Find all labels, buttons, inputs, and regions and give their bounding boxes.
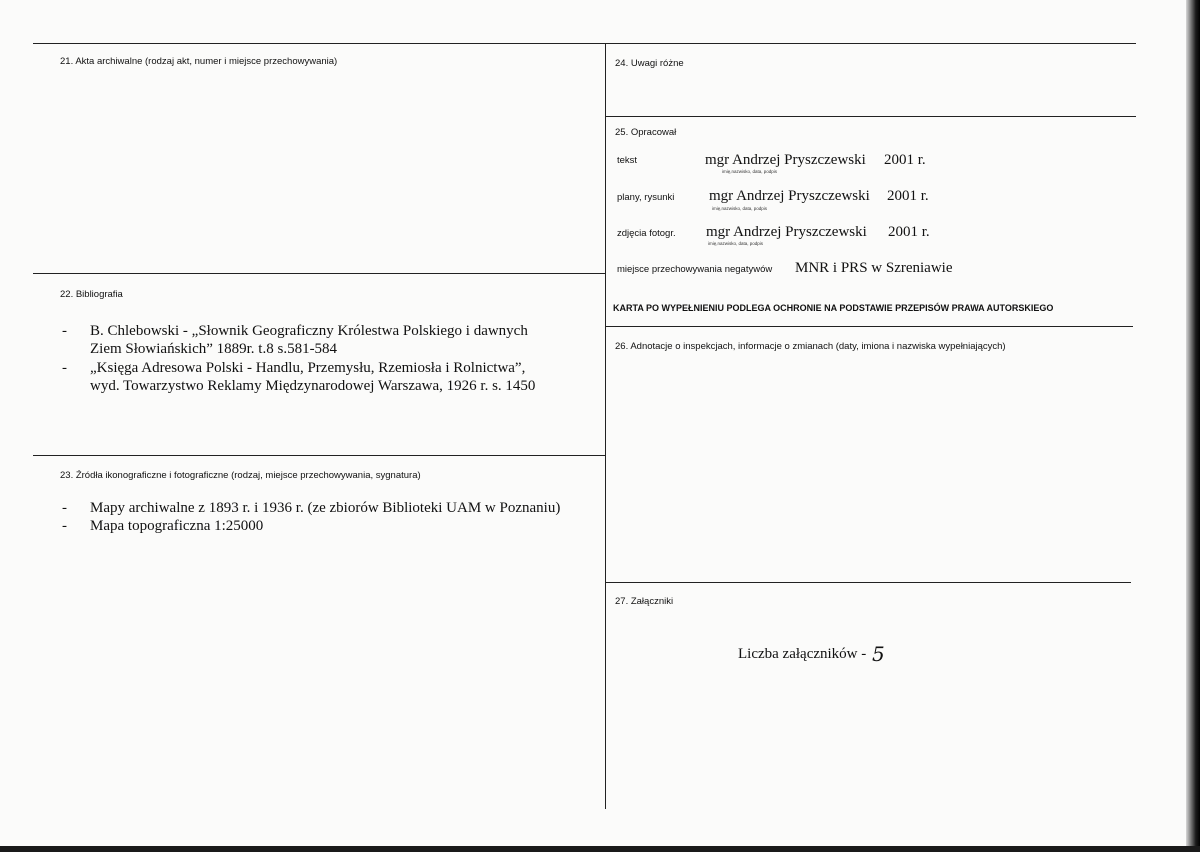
author-year-text: 2001 r. bbox=[884, 152, 926, 168]
author-year-plans: 2001 r. bbox=[887, 188, 929, 204]
scan-edge-bottom bbox=[0, 846, 1200, 852]
top-border-line bbox=[33, 43, 1136, 44]
negatives-storage-label: miejsce przechowywania negatywów bbox=[617, 264, 773, 275]
author-year-photos: 2001 r. bbox=[888, 224, 930, 240]
divider-21-22 bbox=[33, 273, 605, 274]
column-divider bbox=[605, 43, 606, 809]
bibliography-bullet: - bbox=[62, 323, 67, 339]
author-row-label-photos: zdjęcia fotogr. bbox=[617, 228, 676, 239]
author-name-text: mgr Andrzej Pryszczewski bbox=[705, 152, 866, 168]
bibliography-item-2-line-1: „Księga Adresowa Polski - Handlu, Przemysłu, Rzemiosła i Rolnictwa”, bbox=[90, 360, 526, 376]
section-25-label: 25. Opracował bbox=[615, 127, 677, 138]
author-hint-photos: imię,nazwisko, data, podpis bbox=[708, 241, 764, 246]
attachments-count-value: 5 bbox=[872, 642, 885, 666]
divider-26-27 bbox=[605, 582, 1131, 583]
bibliography-item-1-line-2: Ziem Słowiańskich” 1889r. t.8 s.581-584 bbox=[90, 341, 338, 357]
section-22-label: 22. Bibliografia bbox=[60, 289, 123, 300]
sources-item-1: Mapy archiwalne z 1893 r. i 1936 r. (ze zbiorów Biblioteki UAM w Poznaniu) bbox=[90, 500, 561, 516]
sources-item-2: Mapa topograficzna 1:25000 bbox=[90, 518, 264, 534]
attachments-count-label: Liczba załączników - bbox=[738, 646, 867, 662]
author-hint-text: imię,nazwisko, data, podpis bbox=[722, 169, 778, 174]
bibliography-bullet: - bbox=[62, 360, 67, 376]
scan-edge-right bbox=[1186, 0, 1200, 852]
section-21-label: 21. Akta archiwalne (rodzaj akt, numer i miejsce przechowywania) bbox=[60, 56, 338, 67]
divider-25-26 bbox=[605, 326, 1133, 327]
sources-bullet: - bbox=[62, 518, 67, 534]
divider-24-25 bbox=[605, 116, 1136, 117]
author-name-photos: mgr Andrzej Pryszczewski bbox=[706, 224, 867, 240]
author-row-label-plans: plany, rysunki bbox=[617, 192, 675, 203]
author-row-label-text: tekst bbox=[617, 155, 638, 166]
author-name-plans: mgr Andrzej Pryszczewski bbox=[709, 188, 870, 204]
author-hint-plans: imię,nazwisko, data, podpis bbox=[712, 206, 768, 211]
copyright-notice: KARTA PO WYPEŁNIENIU PODLEGA OCHRONIE NA PODSTAWIE PRZEPISÓW PRAWA AUTORSKIEGO bbox=[613, 303, 1054, 313]
section-23-label: 23. Źródła ikonograficzne i fotograficzne (rodzaj, miejsce przechowywania, sygnatura) bbox=[60, 470, 421, 481]
section-26-label: 26. Adnotacje o inspekcjach, informacje o zmianach (daty, imiona i nazwiska wypełniających) bbox=[615, 341, 1006, 352]
negatives-storage-value: MNR i PRS w Szreniawie bbox=[795, 260, 953, 276]
bibliography-item-2-line-2: wyd. Towarzystwo Reklamy Międzynarodowej Warszawa, 1926 r. s. 1450 bbox=[90, 378, 536, 394]
bibliography-item-1-line-1: B. Chlebowski - „Słownik Geograficzny Królestwa Polskiego i dawnych bbox=[90, 323, 528, 339]
section-24-label: 24. Uwagi różne bbox=[615, 58, 684, 69]
divider-22-23 bbox=[33, 455, 605, 456]
sources-bullet: - bbox=[62, 500, 67, 516]
section-27-label: 27. Załączniki bbox=[615, 596, 674, 607]
